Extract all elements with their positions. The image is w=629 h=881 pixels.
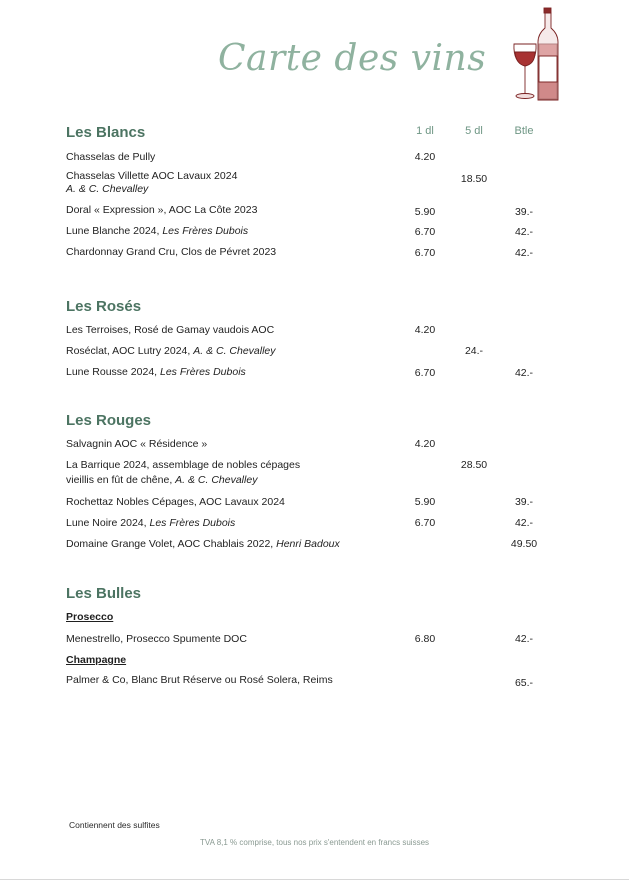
wine-name-line2: vieillis en fût de chêne, [66,474,176,486]
price-bottle: 65.- [514,677,534,689]
price-1dl: 5.90 [414,206,436,218]
wine-name: Roséclat, AOC Lutry 2024, [66,345,194,357]
price-1dl: 6.70 [414,247,436,259]
price-1dl: 5.90 [414,496,436,508]
wine-name: Chasselas de Pully [66,151,156,163]
wine-producer: Les Frères Dubois [160,366,246,378]
wine-producer: A. & C. Chevalley [66,183,149,195]
section-title-rouges: Les Rouges [66,412,152,429]
wine-producer: Les Frères Dubois [149,517,236,529]
wine-name: Rochettaz Nobles Cépages, AOC Lavaux 2024 [66,496,285,508]
subheading-champagne: Champagne [66,654,127,666]
section-title-bulles: Les Bulles [66,585,142,602]
tva-note: TVA 8,1 % comprise, tous nos prix s'entendent en francs suisses [199,838,430,847]
wine-producer: A. & C. Chevalley [175,474,258,486]
wine-producer: Les Frères Dubois [162,225,249,237]
wine-name: Chardonnay Grand Cru, Clos de Pévret 2023 [66,246,277,258]
price-1dl: 4.20 [414,438,436,450]
wine-name: Domaine Grange Volet, AOC Chablais 2022, [66,538,277,550]
price-1dl: 4.20 [414,151,436,163]
wine-name: Lune Rousse 2024, [66,366,160,378]
wine-name: Salvagnin AOC « Résidence » [66,438,208,450]
wine-glass-icon [514,44,536,99]
wine-name: Menestrello, Prosecco Spumente DOC [66,633,247,645]
price-1dl: 4.20 [414,324,436,336]
subheading-prosecco: Prosecco [66,611,114,623]
sulfites-note: Contiennent des sulfites [69,820,160,830]
price-5dl: 18.50 [460,173,488,185]
menu-title: Carte des vins [218,38,487,79]
price-5dl: 24.- [464,345,484,357]
wine-bottle-glass-icon [508,4,564,104]
price-bottle: 42.- [514,226,534,238]
wine-producer: Henri Badoux [276,538,340,550]
wine-name: Chasselas Villette AOC Lavaux 2024 [66,170,238,182]
wine-name: Lune Noire 2024, [66,517,150,529]
wine-name: Lune Blanche 2024, [66,225,163,237]
page-divider [0,879,629,880]
price-1dl: 6.70 [414,367,436,379]
wine-name: La Barrique 2024, assemblage de nobles cépages [66,459,301,471]
section-title-blancs: Les Blancs [66,124,146,141]
price-bottle: 42.- [514,247,534,259]
price-1dl: 6.70 [414,226,436,238]
price-bottle: 49.50 [510,538,538,550]
price-5dl: 28.50 [460,459,488,471]
price-bottle: 42.- [514,367,534,379]
price-bottle: 42.- [514,633,534,645]
bottle-icon [538,8,558,100]
wine-name: Palmer & Co, Blanc Brut Réserve ou Rosé Solera, Reims [66,674,333,686]
price-bottle: 42.- [514,517,534,529]
price-bottle: 39.- [514,496,534,508]
wine-name: Doral « Expression », AOC La Côte 2023 [66,204,258,216]
wine-producer: A. & C. Chevalley [193,345,276,357]
price-bottle: 39.- [514,206,534,218]
col-header-btle: Btle [514,125,534,137]
col-header-1dl: 1 dl [416,125,434,137]
wine-name: Les Terroises, Rosé de Gamay vaudois AOC [66,324,275,336]
price-1dl: 6.80 [414,633,436,645]
price-1dl: 6.70 [414,517,436,529]
section-title-roses: Les Rosés [66,298,142,315]
col-header-5dl: 5 dl [465,125,483,137]
